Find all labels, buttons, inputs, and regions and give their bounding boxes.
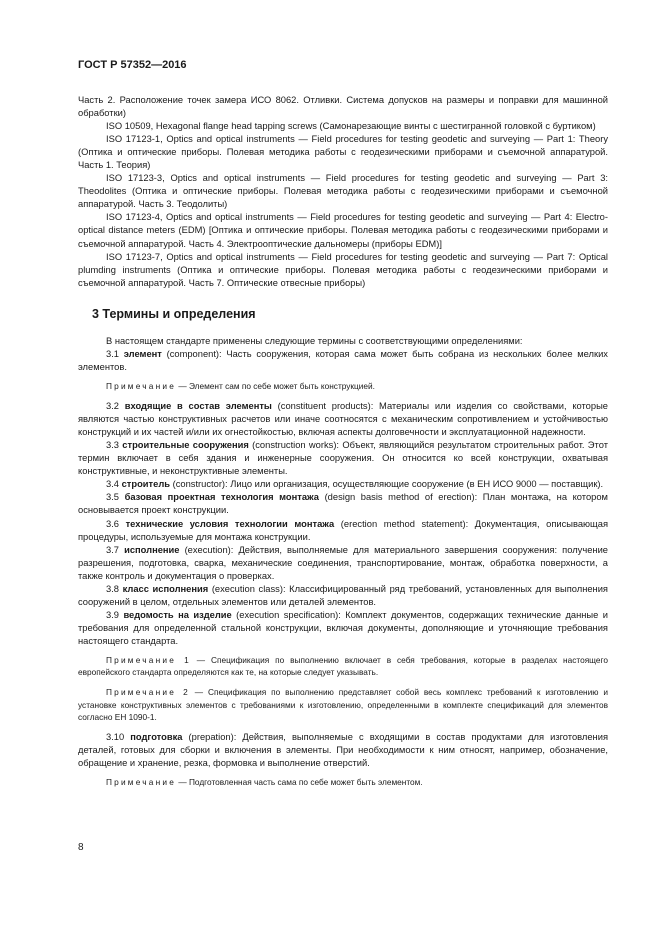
term-definition: [78, 491, 608, 517]
document-header: ГОСТ Р 57352—2016: [78, 59, 187, 71]
term-number: 3.1: [106, 348, 119, 359]
page-body: [78, 94, 608, 796]
term-name: исполнение: [124, 544, 180, 555]
term-definition: [78, 439, 608, 478]
reference-item: Часть 2. Расположение точек замера ИСО 8062. Отливки. Система допусков на размеры и поправки для машинной обработки): [78, 95, 608, 119]
section-intro: В настоящем стандарте применены следующие термины с соответствующими определениями:: [106, 335, 523, 346]
term-definition: [78, 731, 608, 770]
note: [78, 686, 608, 723]
section-heading: 3 Термины и определения: [92, 306, 256, 321]
term-name: технические условия технологии монтажа: [125, 518, 335, 529]
term-number: 3.4: [106, 479, 119, 490]
term-definition: [78, 348, 608, 374]
reference-item: ISO 17123-3, Optics and optical instruments — Field procedures for testing geodetic and surveying — Part 3: Theodolites (Оптика и оптические приборы. Полевая методика работы с геодезическими приборами и съемочной аппаратурой. Часть 3. Теодолиты): [78, 173, 608, 210]
note-label: Примечание: [106, 777, 177, 788]
term-text: (constructor): Лицо или организация, осуществляющие сооружение (в ЕН ИСО 9000 — поставщик).: [170, 479, 604, 490]
reference-item: ISO 17123-1, Optics and optical instruments — Field procedures for testing geodetic and surveying — Part 1: Theory (Оптика и оптические приборы. Полевая методика работы с геодезическими приборами и съемочной аппаратурой. Часть 1. Теория): [78, 134, 608, 171]
term-name: элемент: [123, 348, 162, 359]
note: [78, 380, 608, 392]
term-text: (execution): Действия, выполняемые для материального завершения сооружения: получение разрешения, подготовка, сварка, механические соединения, транспортирование, монтаж, обработка поверхности, а также контроль и документация о проверках.: [78, 544, 608, 581]
term-name: класс исполнения: [122, 583, 209, 594]
note-text: — Спецификация по выполнению представляет собой весь комплекс требований к изготовлению и установке конструктивных элементов с требованиями к изготовлению, определенными в комплекте спецификаций для элементов согласно ЕН 1090-1.: [78, 687, 609, 722]
term-definition: [78, 478, 608, 491]
term-number: 3.5: [106, 492, 119, 503]
term-definition: [78, 400, 608, 439]
term-text: (erection method statement): Документация, описывающая процедуры, используемые для монтажа конструкции.: [78, 518, 609, 542]
term-definition: [78, 609, 608, 648]
term-text: (execution specification): Комплект документов, содержащих технические данные и требования для определенной стальной конструкции, включая документы, дополняющие и уточняющие требования настоящего стандарта.: [78, 609, 608, 646]
term-text: (execution class): Классифицированный ряд требований, установленных для выполнения сооружений в целом, отдельных элементов или деталей элементов.: [78, 583, 608, 607]
term-name: подготовка: [130, 732, 183, 742]
note: [78, 776, 608, 788]
reference-item: ISO 17123-7, Optics and optical instruments — Field procedures for testing geodetic and surveying — Part 7: Optical plumding instruments (Оптика и оптические приборы. Полевая методика работы с геодезическими приборами и съемочной аппаратурой. Часть 7. Оптические отвесные приборы): [78, 251, 608, 288]
term-name: базовая проектная технология монтажа: [124, 492, 319, 503]
term-number: 3.8: [106, 583, 119, 594]
term-definition: [78, 518, 608, 544]
reference-item: ISO 10509, Hexagonal flange head tapping screws (Самонарезающие винты с шестигранной головкой с буртиком): [106, 121, 596, 132]
term-name: строительные сооружения: [122, 440, 249, 451]
term-text: (construction works): Объект, являющийся результатом строительных работ. Этот термин включает в себя здания и инженерные сооружения. Он относится ко всей конструкции, охватывая конструктивные, и неконструктивные элементы.: [78, 440, 608, 477]
note-text: — Элемент сам по себе может быть конструкцией.: [176, 380, 375, 391]
term-name: ведомость на изделие: [123, 609, 232, 620]
term-number: 3.10: [106, 732, 125, 742]
term-text: (constituent products): Материалы или изделия со свойствами, которые являются частью конструктивных расчетов или иначе соотносятся с механическим сопротивлением и устойчивостью конструкций и их частей и/или их огнестойкостью, включая аспекты долговечности и эксплуатационной надежности.: [78, 401, 608, 438]
note-text: — Спецификация по выполнению включает в себя требования, которые в разделах настоящего европейского стандарта определяются как те, на которые следует указывать.: [78, 654, 608, 678]
term-number: 3.9: [106, 609, 119, 620]
page-number: 8: [78, 842, 84, 853]
term-number: 3.2: [106, 401, 119, 412]
note-text: — Подготовленная часть сама по себе может быть элементом.: [176, 777, 423, 788]
term-text: (design basis method of erection): План монтажа, на котором основывается проект конструкции.: [78, 492, 608, 516]
term-number: 3.3: [106, 440, 119, 451]
note-label: Примечание 1: [106, 654, 191, 665]
note-label: Примечание 2: [106, 687, 190, 698]
term-definition: [78, 583, 608, 609]
term-text: (prepation): Действия, выполняемые с входящими в состав продуктами для изготовления деталей, готовых для сборки и включения в элементы. При необходимости к ним относят, например, обозначение, обращение и хранение, резка, формовка и выполнение отверстий.: [78, 732, 608, 769]
term-number: 3.7: [106, 544, 119, 555]
note: [78, 654, 608, 678]
note-label: Примечание: [106, 380, 177, 391]
term-number: 3.6: [106, 518, 119, 529]
term-name: строитель: [121, 479, 170, 490]
term-name: входящие в состав элементы: [124, 401, 272, 412]
term-definition: [78, 544, 608, 583]
term-text: (component): Часть сооружения, которая сама может быть собрана из нескольких более мелких элементов.: [78, 348, 608, 372]
reference-item: ISO 17123-4, Optics and optical instruments — Field procedures for testing geodetic and surveying — Part 4: Electro-optical distance meters (EDM) [Оптика и оптические приборы. Полевая методика работы с геодезическими приборами и съемочной аппаратурой. Часть 4. Электрооптические дальномеры (приборы EDM)]: [78, 212, 608, 249]
